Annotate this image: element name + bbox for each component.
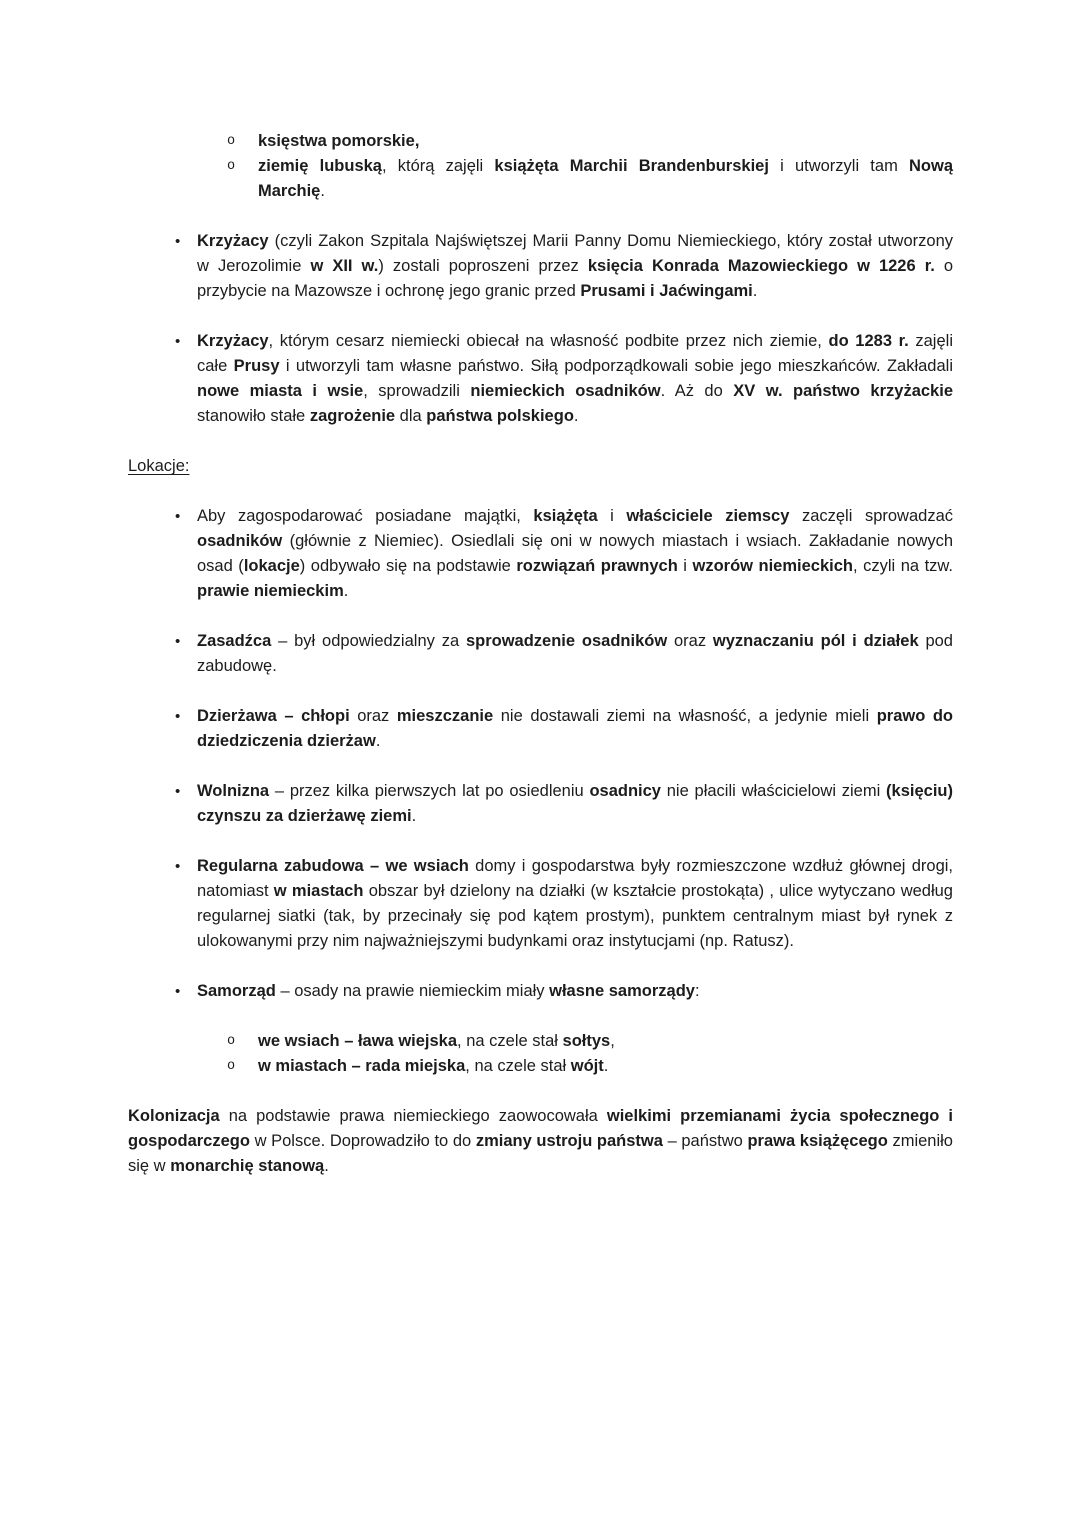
bold-text-run: w miastach – rada miejska [258,1057,466,1075]
sub-bullet-item [128,1054,953,1079]
sub-bullet-item [128,129,953,154]
bold-text-run: zmiany ustroju państwa [475,1132,663,1150]
bold-text-run: Regularna zabudowa – we wsiach [197,857,469,875]
text-content [197,854,953,954]
sub-bullet-item [128,154,953,204]
bold-text-run: sprowadzenie osadników [465,632,668,650]
bold-text-run: niemieckich osadników [470,382,661,400]
bold-text-run: właściciele ziemscy [626,507,790,525]
bullet-marker-icon: • [175,858,181,875]
text-content [197,779,953,829]
bold-text-run: Krzyżacy [197,332,269,350]
text-run: , czyli na tzw. [853,557,954,575]
text-run: . [320,182,325,200]
bold-text-run: osadników [197,532,283,550]
bold-text-run: państwa polskiego [426,407,574,425]
text-run: , którym cesarz niemiecki obiecał na własność podbite przez nich ziemie, [268,332,829,350]
text-content [197,329,953,429]
bold-text-run: państwo krzyżackie [793,382,953,400]
text-run: w Polsce. Doprowadziło to do [249,1132,476,1150]
text-content [197,979,953,1004]
bullet-marker-icon: • [175,508,181,525]
bold-text-run: Krzyżacy [197,232,269,250]
text-run: . [324,1157,329,1175]
bold-text-run: nowe miasta i wsie [197,382,364,400]
bold-text-run: Nową Marchię [258,157,954,200]
bullet-marker-icon: • [175,233,181,250]
text-run: stanowiło stałe [197,407,310,425]
text-run: nie płacili właścicielowi ziemi [660,782,887,800]
text-run: . [343,582,349,600]
text-run: nie dostawali ziemi na własność, a jedynie mieli [493,707,877,725]
text-run: zaczęli sprowadzać [789,507,953,525]
section-heading [128,454,953,479]
text-run: , na czele stał [457,1032,563,1050]
text-run: . [411,807,417,825]
bold-text-run: rozwiązań prawnych [516,557,678,575]
text-content [258,154,953,204]
text-run: zajęli całe [197,332,953,375]
text-run: . Aż do [660,382,734,400]
bullet-item [128,704,953,754]
bold-text-run: wzorów niemieckich [692,557,853,575]
bold-text-run: w miastach [273,882,364,900]
bold-text-run: własne samorządy [549,982,695,1000]
text-run: ) zostali poproszeni przez [378,257,588,275]
paragraph [128,1104,953,1179]
bold-text-run: osadnicy [589,782,661,800]
text-run: (głównie z Niemiec). Osiedlali się oni w nowych miastach i wsiach. Zakładanie nowych osad ( [197,532,953,575]
bullet-marker-icon: • [175,333,181,350]
bold-text-run: (księciu) czynszu za dzierżawę ziemi [197,782,953,825]
bold-text-run: lokacje [243,557,300,575]
document-content [128,129,953,1179]
text-run: – był odpowiedzialny za [271,632,466,650]
bold-text-run: księstwa pomorskie, [258,132,420,150]
text-content [197,629,953,679]
bullet-marker-icon: • [175,983,181,1000]
text-run: . [752,282,758,300]
text-run: – państwo [662,1132,748,1150]
bullet-item [128,779,953,829]
text-run: oraz [349,707,397,725]
circle-marker-icon: o [227,159,236,174]
bullet-marker-icon: • [175,633,181,650]
bold-text-run: prawa książęcego [747,1132,888,1150]
bold-text-run: wójt [570,1057,604,1075]
text-run: – przez kilka pierwszych lat po osiedleniu [269,782,590,800]
text-content [197,704,953,754]
bold-text-run: księcia Konrada Mazowieckiego w 1226 r. [587,257,935,275]
bullet-marker-icon: • [175,708,181,725]
text-content [258,1029,953,1054]
bold-text-run: w XII w. [310,257,379,275]
circle-marker-icon: o [227,134,236,149]
bold-text-run: Prusami i Jaćwingami [580,282,753,300]
circle-marker-icon: o [227,1034,236,1049]
bullet-marker-icon: • [175,783,181,800]
underlined-text-run: Lokacje: [128,457,190,475]
bold-text-run: prawo do dziedziczenia dzierżaw [197,707,953,750]
sub-bullet-item [128,1029,953,1054]
text-run: , sprowadzili [363,382,471,400]
bold-text-run: wielkimi przemianami życia społecznego i gospodarczego [128,1107,953,1150]
bold-text-run: Dzierżawa – chłopi [197,707,350,725]
text-run: , którą zajęli [381,157,495,175]
text-run: , na czele stał [465,1057,571,1075]
bold-text-run: Zasadźca [197,632,272,650]
bold-text-run: mieszczanie [396,707,494,725]
bullet-item [128,629,953,679]
text-run: Aby zagospodarować posiadane majątki, [197,507,534,525]
text-run: pod zabudowę. [197,632,953,675]
text-run: i [677,557,693,575]
text-run: i utworzyli tam [768,157,909,175]
text-run: obszar był dzielony na działki (w kształcie prostokąta) , ulice wytyczano według regularnej siatki (tak, by przecinały się pod kątem prostym), punktem centralnym miast był rynek z ulokowanymi przy nim najważniejszymi budynkami oraz instytucjami (np. Ratusz). [197,882,953,950]
bold-text-run: monarchię stanową [170,1157,325,1175]
bold-text-run: książęta [533,507,598,525]
bullet-item [128,854,953,954]
bullet-item [128,229,953,304]
text-content [197,229,953,304]
bold-text-run: we wsiach – ława wiejska [258,1032,458,1050]
text-run: (czyli Zakon Szpitala Najświętszej Marii Panny Domu Niemieckiego, który został utworzony w Jerozolimie [197,232,953,275]
bold-text-run: Wolnizna [197,782,270,800]
text-content [258,1054,953,1079]
text-run: i [597,507,627,525]
text-content [197,504,953,604]
text-run: . [573,407,579,425]
bullet-item [128,979,953,1004]
bold-text-run: prawie niemieckim [197,582,344,600]
circle-marker-icon: o [227,1059,236,1074]
text-run: . [375,732,381,750]
bold-text-run: wyznaczaniu pól i działek [712,632,919,650]
text-run: . [603,1057,609,1075]
bullet-item [128,329,953,429]
bold-text-run: Samorząd [197,982,276,1000]
text-run: oraz [667,632,713,650]
bold-text-run: Kolonizacja [128,1107,220,1125]
bullet-item [128,504,953,604]
text-run: o przybycie na Mazowsze i ochronę jego granic przed [197,257,954,300]
text-run [783,382,793,400]
text-run: – osady na prawie niemieckim miały [275,982,550,1000]
text-content [128,454,953,479]
text-run: dla [395,407,427,425]
text-content [258,129,953,154]
bold-text-run: ziemię lubuską [258,157,382,175]
bold-text-run: do 1283 r. [828,332,909,350]
text-run: domy i gospodarstwa były rozmieszczone wzdłuż głównej drogi, natomiast [197,857,953,900]
text-run: na podstawie prawa niemieckiego zaowocowała [219,1107,607,1125]
bold-text-run: zagrożenie [309,407,396,425]
text-run: zmieniło się w [128,1132,953,1175]
text-run: : [694,982,700,1000]
bold-text-run: sołtys [562,1032,611,1050]
text-content [128,1104,953,1179]
text-run: , [610,1032,615,1050]
bold-text-run: Prusy [233,357,280,375]
text-run: ) odbywało się na podstawie [299,557,517,575]
text-run: i utworzyli tam własne państwo. Siłą podporządkowali sobie jego mieszkańców. Zakładali [279,357,953,375]
bold-text-run: książęta Marchii Brandenburskiej [494,157,769,175]
bold-text-run: XV w. [733,382,783,400]
